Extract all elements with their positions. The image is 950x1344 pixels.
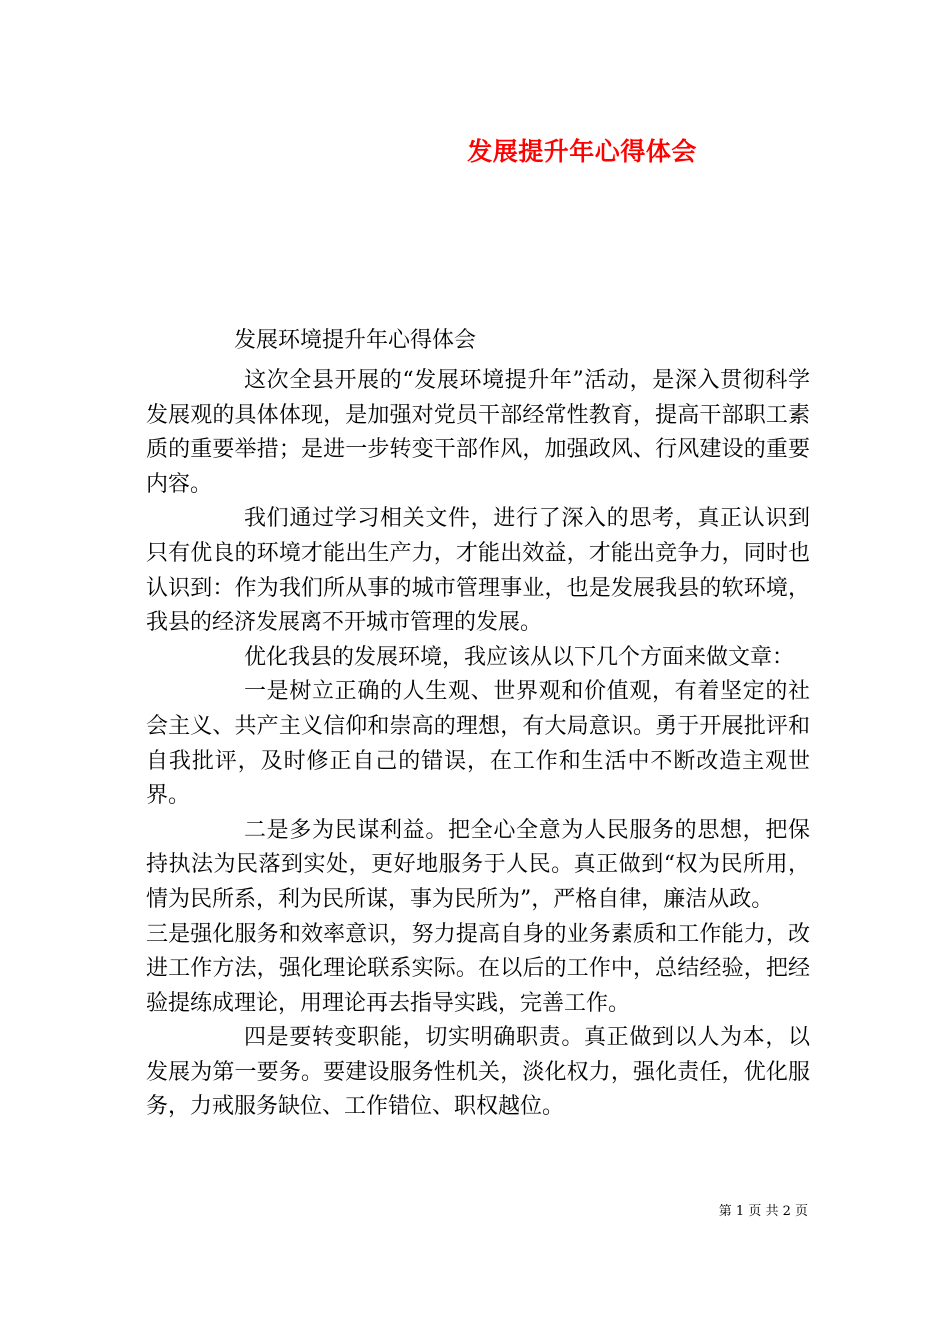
document-body — [146, 364, 810, 1125]
document-subtitle: 发展环境提升年心得体会 — [234, 328, 477, 353]
paragraph-1: 这次全县开展的“发展环境提升年”活动，是深入贯彻科学发展观的具体体现，是加强对党员干部经常性教育，提高干部职工素质的重要举措；是进一步转变干部作风，加强政风、行风建设的重要内容。 — [146, 368, 810, 497]
paragraph-2: 我们通过学习相关文件，进行了深入的思考，真正认识到只有优良的环境才能出生产力，才能出效益，才能出竞争力，同时也认识到：作为我们所从事的城市管理事业，也是发展我县的软环境，我县的经济发展离不开城市管理的发展。 — [146, 506, 810, 636]
paragraph-7: 四是要转变职能，切实明确职责。真正做到以人为本，以发展为第一要务。要建设服务性机关，淡化权力，强化责任，优化服务，力戒服务缺位、工作错位、职权越位。 — [146, 1025, 810, 1120]
document-title: 发展提升年心得体会 — [467, 137, 697, 166]
page-number-footer: 第 1 页 共 2 页 — [718, 1204, 808, 1219]
paragraph-4: 一是树立正确的人生观、世界观和价值观，有着坚定的社会主义、共产主义信仰和崇高的理想，有大局意识。勇于开展批评和自我批评，及时修正自己的错误，在工作和生活中不断改造主观世界。 — [146, 679, 810, 809]
paragraph-5: 二是多为民谋利益。把全心全意为人民服务的思想，把保持执法为民落到实处，更好地服务于人民。真正做到“权为民所用，情为民所系，利为民所谋，事为民所为”，严格自律，廉洁从政。 — [146, 817, 810, 912]
paragraph-6: 三是强化服务和效率意识，努力提高自身的业务素质和工作能力，改进工作方法，强化理论联系实际。在以后的工作中，总结经验，把经验提练成理论，用理论再去指导实践，完善工作。 — [146, 921, 810, 1016]
paragraph-3: 优化我县的发展环境，我应该从以下几个方面来做文章： — [244, 644, 795, 670]
